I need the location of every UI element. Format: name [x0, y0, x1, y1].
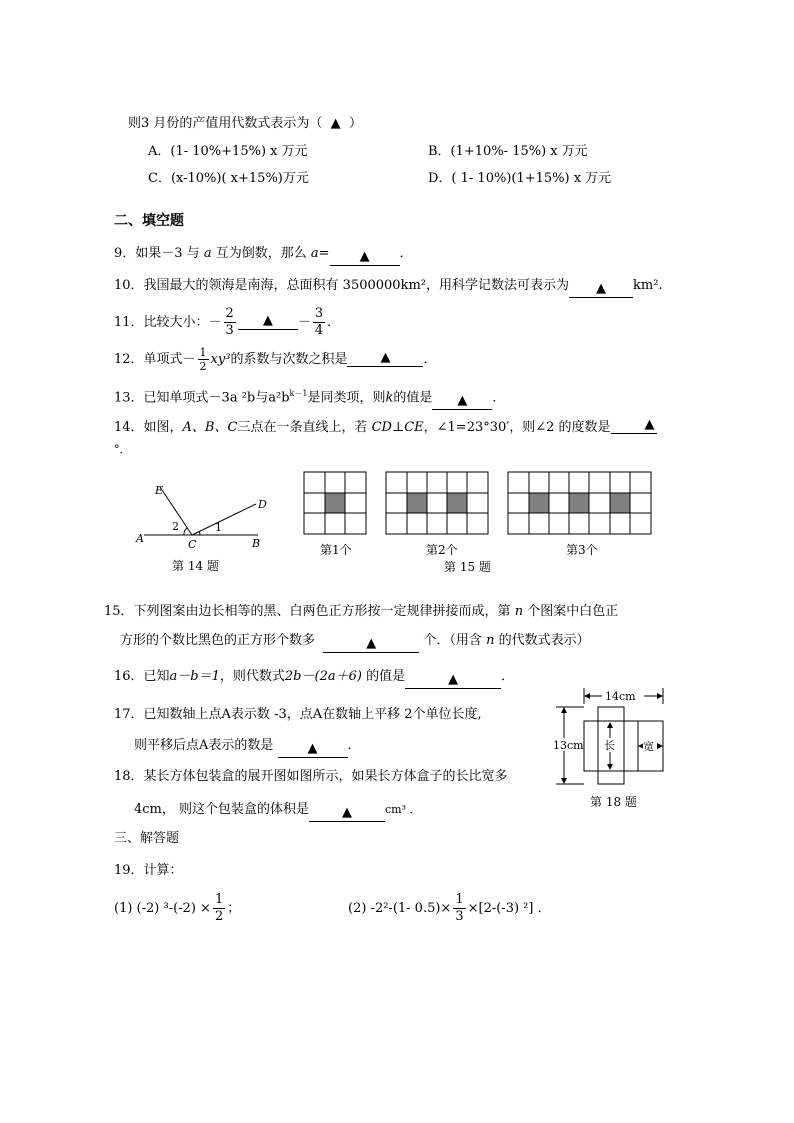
fraction: $\frac{3}{4}$	[314, 305, 324, 338]
answer-blank[interactable]: ▲	[347, 351, 423, 367]
answer-blank[interactable]: ▲	[405, 673, 501, 689]
breadth-label: 宽	[643, 740, 654, 753]
figure-14-angle-diagram	[130, 478, 275, 553]
q8-option-a: A．(1- 10%+15%) x 万元	[148, 144, 308, 159]
question-14-end: °．	[114, 443, 131, 456]
ray-cd	[192, 504, 256, 535]
answer-blank[interactable]: ▲	[309, 806, 385, 822]
fraction: $\frac{1}{3}$	[455, 891, 464, 924]
answer-blank[interactable]: ▲	[432, 394, 492, 410]
question-10: 10．我国最大的领海是南海，总面积有 3500000km²，用科学记数法可表示为 ▲ km².	[114, 278, 663, 296]
question-18-line-1: 18．某长方体包装盒的展开图如图所示，如果长方体盒子的长比宽多	[114, 769, 508, 784]
answer-blank[interactable]: ▲	[278, 742, 348, 758]
figure-15-label-2: 第2个	[426, 543, 458, 557]
label-a: A	[136, 532, 144, 545]
question-15-line-1: 15．下列图案由边长相等的黑、白两色正方形按一定规律拼接而成，第 n 个图案中白色正	[104, 604, 619, 619]
figure-15-caption: 第 15 题	[444, 560, 491, 574]
angle-2-label: 2	[172, 520, 179, 533]
question-11: 11．比较大小：－ $\frac{2}{3}$ ▲ － $\frac{3}{4}$ ．	[114, 305, 341, 338]
question-17-line-1: 17．已知数轴上点A表示数 -3，点A在数轴上平移 2个单位长度,	[114, 707, 482, 722]
figure-15-label-3: 第3个	[566, 543, 598, 557]
figure-15-pattern	[303, 471, 655, 536]
question-19-part-2: (2) -2²-(1- 0.5)× $\frac{1}{3}$ ×[2-(-3) ²] ．	[348, 891, 551, 924]
label-e: E	[155, 484, 164, 497]
q8-option-c: C．(x-10%)( x+15%)万元	[148, 171, 309, 186]
pattern-3	[508, 472, 651, 534]
question-12: 12．单项式－ $\frac{1}{2}$ xy³ 的系数与次数之积是 ▲ ．	[114, 345, 437, 373]
question-9: 9．如果－3 与 a 互为倒数，那么 a= ▲ ．	[114, 246, 413, 264]
answer-blank[interactable]: ▲	[569, 282, 633, 298]
question-13: 13．已知单项式－3a ²b与$a^2b^{k-1}$是同类项，则k的值是 ▲ ．	[114, 389, 506, 409]
question-14: 14．如图，A、B、C三点在一条直线上，若 CD⊥CE，∠1=23°30′，则∠2 的度数是 ▲	[114, 417, 655, 435]
answer-blank[interactable]: ▲	[330, 250, 400, 266]
fraction: $\frac{1}{2}$	[199, 345, 207, 373]
question-17-line-2: 则平移后点A表示的数是 ▲ ．	[134, 738, 361, 756]
width-label: 14cm	[605, 690, 636, 703]
figure-15-label-1: 第1个	[320, 543, 352, 557]
question-19-title: 19．计算：	[114, 863, 183, 878]
q8-option-b: B．(1+10%- 15%) x 万元	[428, 144, 588, 159]
figure-18-box-net	[550, 686, 670, 808]
q8-option-d: D．( 1- 10%)(1+15%) x 万元	[428, 171, 612, 186]
length-label: 长	[604, 739, 615, 752]
q8-stem: 则3 月份的产值用代数式表示为（ ▲ ）	[128, 116, 362, 131]
fraction: $\frac{1}{2}$	[214, 891, 224, 924]
question-16: 16．已知a－b＝1，则代数式2b－(2a＋6) 的值是 ▲ ．	[114, 669, 515, 687]
answer-blank[interactable]: ▲	[323, 637, 419, 653]
section-fill-blanks-heading: 二、填空题	[114, 213, 184, 229]
label-d: D	[258, 498, 267, 511]
answer-blank[interactable]: ▲	[611, 418, 657, 434]
question-18-line-2: 4cm， 则这个包装盒的体积是 ▲ cm³ ．	[134, 802, 421, 820]
pattern-1	[304, 472, 366, 534]
answer-blank[interactable]: ▲	[238, 314, 298, 330]
label-c: C	[188, 538, 197, 551]
fraction: $\frac{2}{3}$	[225, 305, 234, 338]
label-b: B	[252, 537, 261, 550]
figure-14-caption: 第 14 题	[172, 559, 219, 573]
question-19-part-1: (1) (-2) ³-(-2) × $\frac{1}{2}$ ；	[114, 891, 241, 924]
height-label: 13cm	[553, 739, 584, 752]
figure-18-caption: 第 18 题	[590, 795, 637, 809]
angle-1-label: 1	[215, 521, 222, 534]
question-15-line-2: 方形的个数比黑色的正方形个数多 ▲ 个．（用含 n 的代数式表示）	[120, 633, 590, 651]
pattern-2	[386, 472, 488, 534]
section-solve-heading: 三、解答题	[114, 831, 180, 846]
